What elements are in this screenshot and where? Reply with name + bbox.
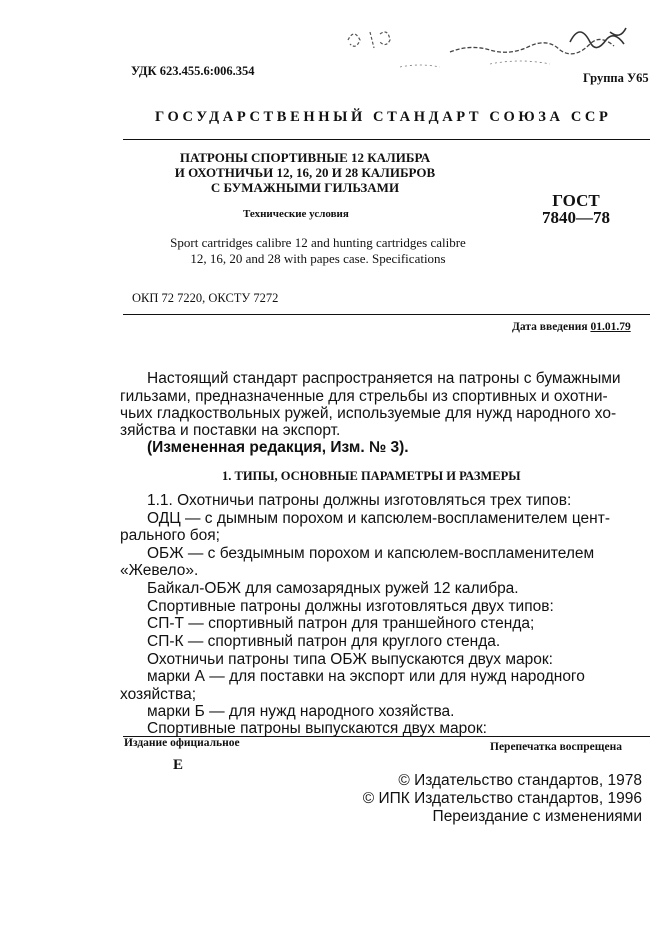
gost-number: 7840—78 — [542, 208, 610, 227]
copyright-1978: © Издательство стандартов, 1978 — [398, 772, 642, 789]
section-line: марки Б — для нужд народного хозяйства. — [147, 703, 455, 720]
gost-designation — [534, 192, 618, 226]
intro-date-label: Дата введения — [512, 321, 588, 333]
section-line: ОБЖ — с бездымным порохом и капсюлем-воспламенителем — [147, 545, 595, 562]
english-title-line-1: Sport cartridges calibre 12 and hunting cartridges calibre — [170, 235, 466, 250]
official-edition-label: Издание официальное — [124, 737, 240, 749]
title-line-3: С БУМАЖНЫМИ ГИЛЬЗАМИ — [210, 180, 400, 195]
english-title — [128, 235, 508, 267]
intro-line-3: чьих гладкоствольных ружей, используемые для нужд народного хо- — [120, 405, 617, 422]
section-line: рального боя; — [120, 527, 220, 544]
document-subtitle: Технические условия — [243, 208, 349, 220]
divider-mid — [123, 314, 650, 315]
udk-code: УДК 623.455.6:006.354 — [131, 64, 255, 78]
english-title-line-2: 12, 16, 20 and 28 with papes case. Specifications — [190, 251, 446, 266]
title-line-2: И ОХОТНИЧЬИ 12, 16, 20 И 28 КАЛИБРОВ — [174, 165, 436, 180]
intro-line-1: Настоящий стандарт распространяется на патроны с бумажными — [147, 370, 621, 387]
copyright-1996: © ИПК Издательство стандартов, 1996 — [362, 790, 642, 807]
section-line: 1.1. Охотничьи патроны должны изготовляться трех типов: — [147, 492, 572, 509]
amendment-note: (Измененная редакция, Изм. № 3). — [147, 439, 409, 456]
intro-line-4: зяйства и поставки на экспорт. — [120, 422, 341, 439]
reissue-note: Переиздание с изменениями — [432, 808, 642, 825]
group-code: Группа У65 — [583, 71, 649, 85]
section-line: «Жевело». — [120, 562, 199, 579]
edition-letter: Е — [173, 757, 184, 773]
intro-date — [512, 321, 631, 333]
okp-code: ОКП 72 7220, ОКСТУ 7272 — [132, 291, 279, 305]
state-standard-heading: ГОСУДАРСТВЕННЫЙ СТАНДАРТ СОЮЗА ССР — [155, 109, 612, 125]
section-line: Байкал-ОБЖ для самозарядных ружей 12 калибра. — [147, 580, 519, 597]
document-title — [150, 150, 460, 195]
section-heading: 1. ТИПЫ, ОСНОВНЫЕ ПАРАМЕТРЫ И РАЗМЕРЫ — [222, 469, 521, 483]
section-line: ОДЦ — с дымным порохом и капсюлем-воспламенителем цент- — [147, 510, 610, 527]
intro-date-value: 01.01.79 — [590, 321, 631, 333]
title-line-1: ПАТРОНЫ СПОРТИВНЫЕ 12 КАЛИБРА — [179, 150, 431, 165]
divider-top — [123, 139, 650, 140]
section-line: Спортивные патроны выпускаются двух марок: — [147, 720, 487, 737]
section-line: Охотничьи патроны типа ОБЖ выпускаются двух марок: — [147, 651, 553, 668]
gost-label: ГОСТ — [552, 191, 600, 210]
no-reprint-label: Перепечатка воспрещена — [490, 741, 622, 753]
intro-line-2: гильзами, предназначенные для стрельбы из спортивных и охотни- — [120, 388, 608, 405]
section-line: хозяйства; — [120, 686, 197, 703]
section-line: СП-Т — спортивный патрон для траншейного стенда; — [147, 615, 535, 632]
section-line: марки А — для поставки на экспорт или для нужд народного — [147, 668, 585, 685]
section-line: СП-К — спортивный патрон для круглого стенда. — [147, 633, 501, 650]
section-line: Спортивные патроны должны изготовляться двух типов: — [147, 598, 554, 615]
